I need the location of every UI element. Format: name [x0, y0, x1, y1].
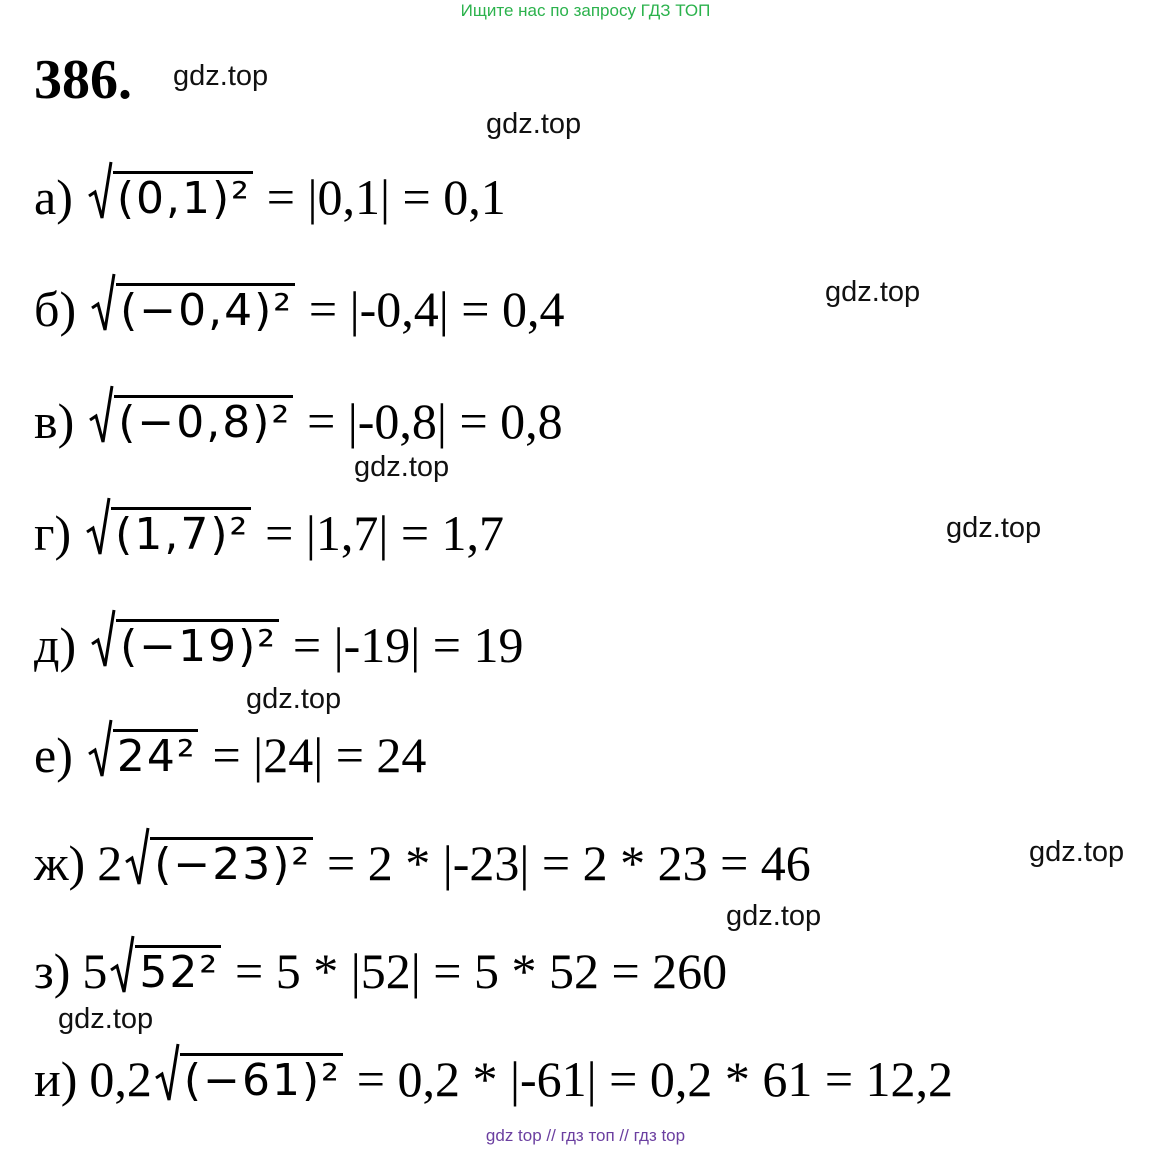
radical-sign-icon [87, 160, 113, 222]
equation-label: е) [34, 727, 73, 783]
square-root [88, 384, 293, 446]
watermark: gdz.top [58, 1003, 154, 1035]
equation-result: = |1,7| = 1,7 [265, 505, 505, 561]
equation-zh [34, 826, 811, 891]
watermark: gdz.top [825, 276, 921, 308]
watermark: gdz.top [946, 512, 1042, 544]
radical-sign-icon [90, 272, 116, 334]
equation-z [34, 934, 728, 999]
equation-i [34, 1042, 954, 1107]
top-banner: Ищите нас по запросу ГДЗ ТОП [460, 1, 711, 20]
equation-coefficient: 0,2 [89, 1051, 152, 1107]
equation-e [34, 718, 427, 783]
square-root [90, 608, 279, 670]
equation-label: б) [34, 281, 77, 337]
watermark: gdz.top [486, 108, 582, 140]
equation-v [34, 384, 563, 449]
radicand: (−61)² [180, 1053, 343, 1104]
square-root [87, 160, 253, 222]
equation-label: д) [34, 617, 77, 673]
square-root [109, 934, 221, 996]
radical-sign-icon [90, 608, 116, 670]
equation-b [34, 272, 565, 337]
radical-sign-icon [109, 934, 135, 996]
watermark: gdz.top [1029, 836, 1125, 868]
radicand: 24² [113, 729, 199, 780]
equation-label: и) [34, 1051, 78, 1107]
square-root [85, 496, 251, 558]
square-root [90, 272, 295, 334]
equation-label: а) [34, 169, 73, 225]
equation-result: = 5 * |52| = 5 * 52 = 260 [235, 943, 728, 999]
footer: gdz top // гдз топ // гдз top [485, 1126, 686, 1145]
radical-sign-icon [154, 1042, 180, 1104]
equation-label: в) [34, 393, 75, 449]
radicand: (−0,8)² [114, 395, 293, 446]
watermark: gdz.top [354, 451, 450, 483]
equation-result: = |-0,8| = 0,8 [307, 393, 563, 449]
equation-result: = |0,1| = 0,1 [266, 169, 506, 225]
equation-a [34, 160, 506, 225]
equation-result: = 0,2 * |-61| = 0,2 * 61 = 12,2 [356, 1051, 954, 1107]
radical-sign-icon [88, 384, 114, 446]
equation-coefficient: 2 [97, 835, 123, 891]
radicand: (−23)² [150, 837, 313, 888]
equation-result: = |-19| = 19 [292, 617, 524, 673]
watermark: gdz.top [246, 683, 342, 715]
radical-sign-icon [85, 496, 111, 558]
equation-result: = 2 * |-23| = 2 * 23 = 46 [327, 835, 811, 891]
watermark: gdz.top [726, 900, 822, 932]
square-root [154, 1042, 343, 1104]
equation-coefficient: 5 [82, 943, 108, 999]
radicand: (1,7)² [111, 507, 251, 558]
task-number: 386. [34, 49, 132, 111]
radicand: 52² [135, 945, 221, 996]
square-root [124, 826, 313, 888]
radical-sign-icon [87, 718, 113, 780]
square-root [87, 718, 199, 780]
radicand: (0,1)² [113, 171, 253, 222]
equation-result: = |-0,4| = 0,4 [308, 281, 565, 337]
equation-d [34, 608, 524, 673]
equation-label: ж) [34, 835, 86, 891]
radical-sign-icon [124, 826, 150, 888]
equation-label: з) [34, 943, 71, 999]
equation-label: г) [34, 505, 72, 561]
radicand: (−0,4)² [116, 283, 295, 334]
radicand: (−19)² [116, 619, 279, 670]
watermark: gdz.top [173, 60, 269, 92]
equation-g [34, 496, 505, 561]
equation-result: = |24| = 24 [212, 727, 427, 783]
